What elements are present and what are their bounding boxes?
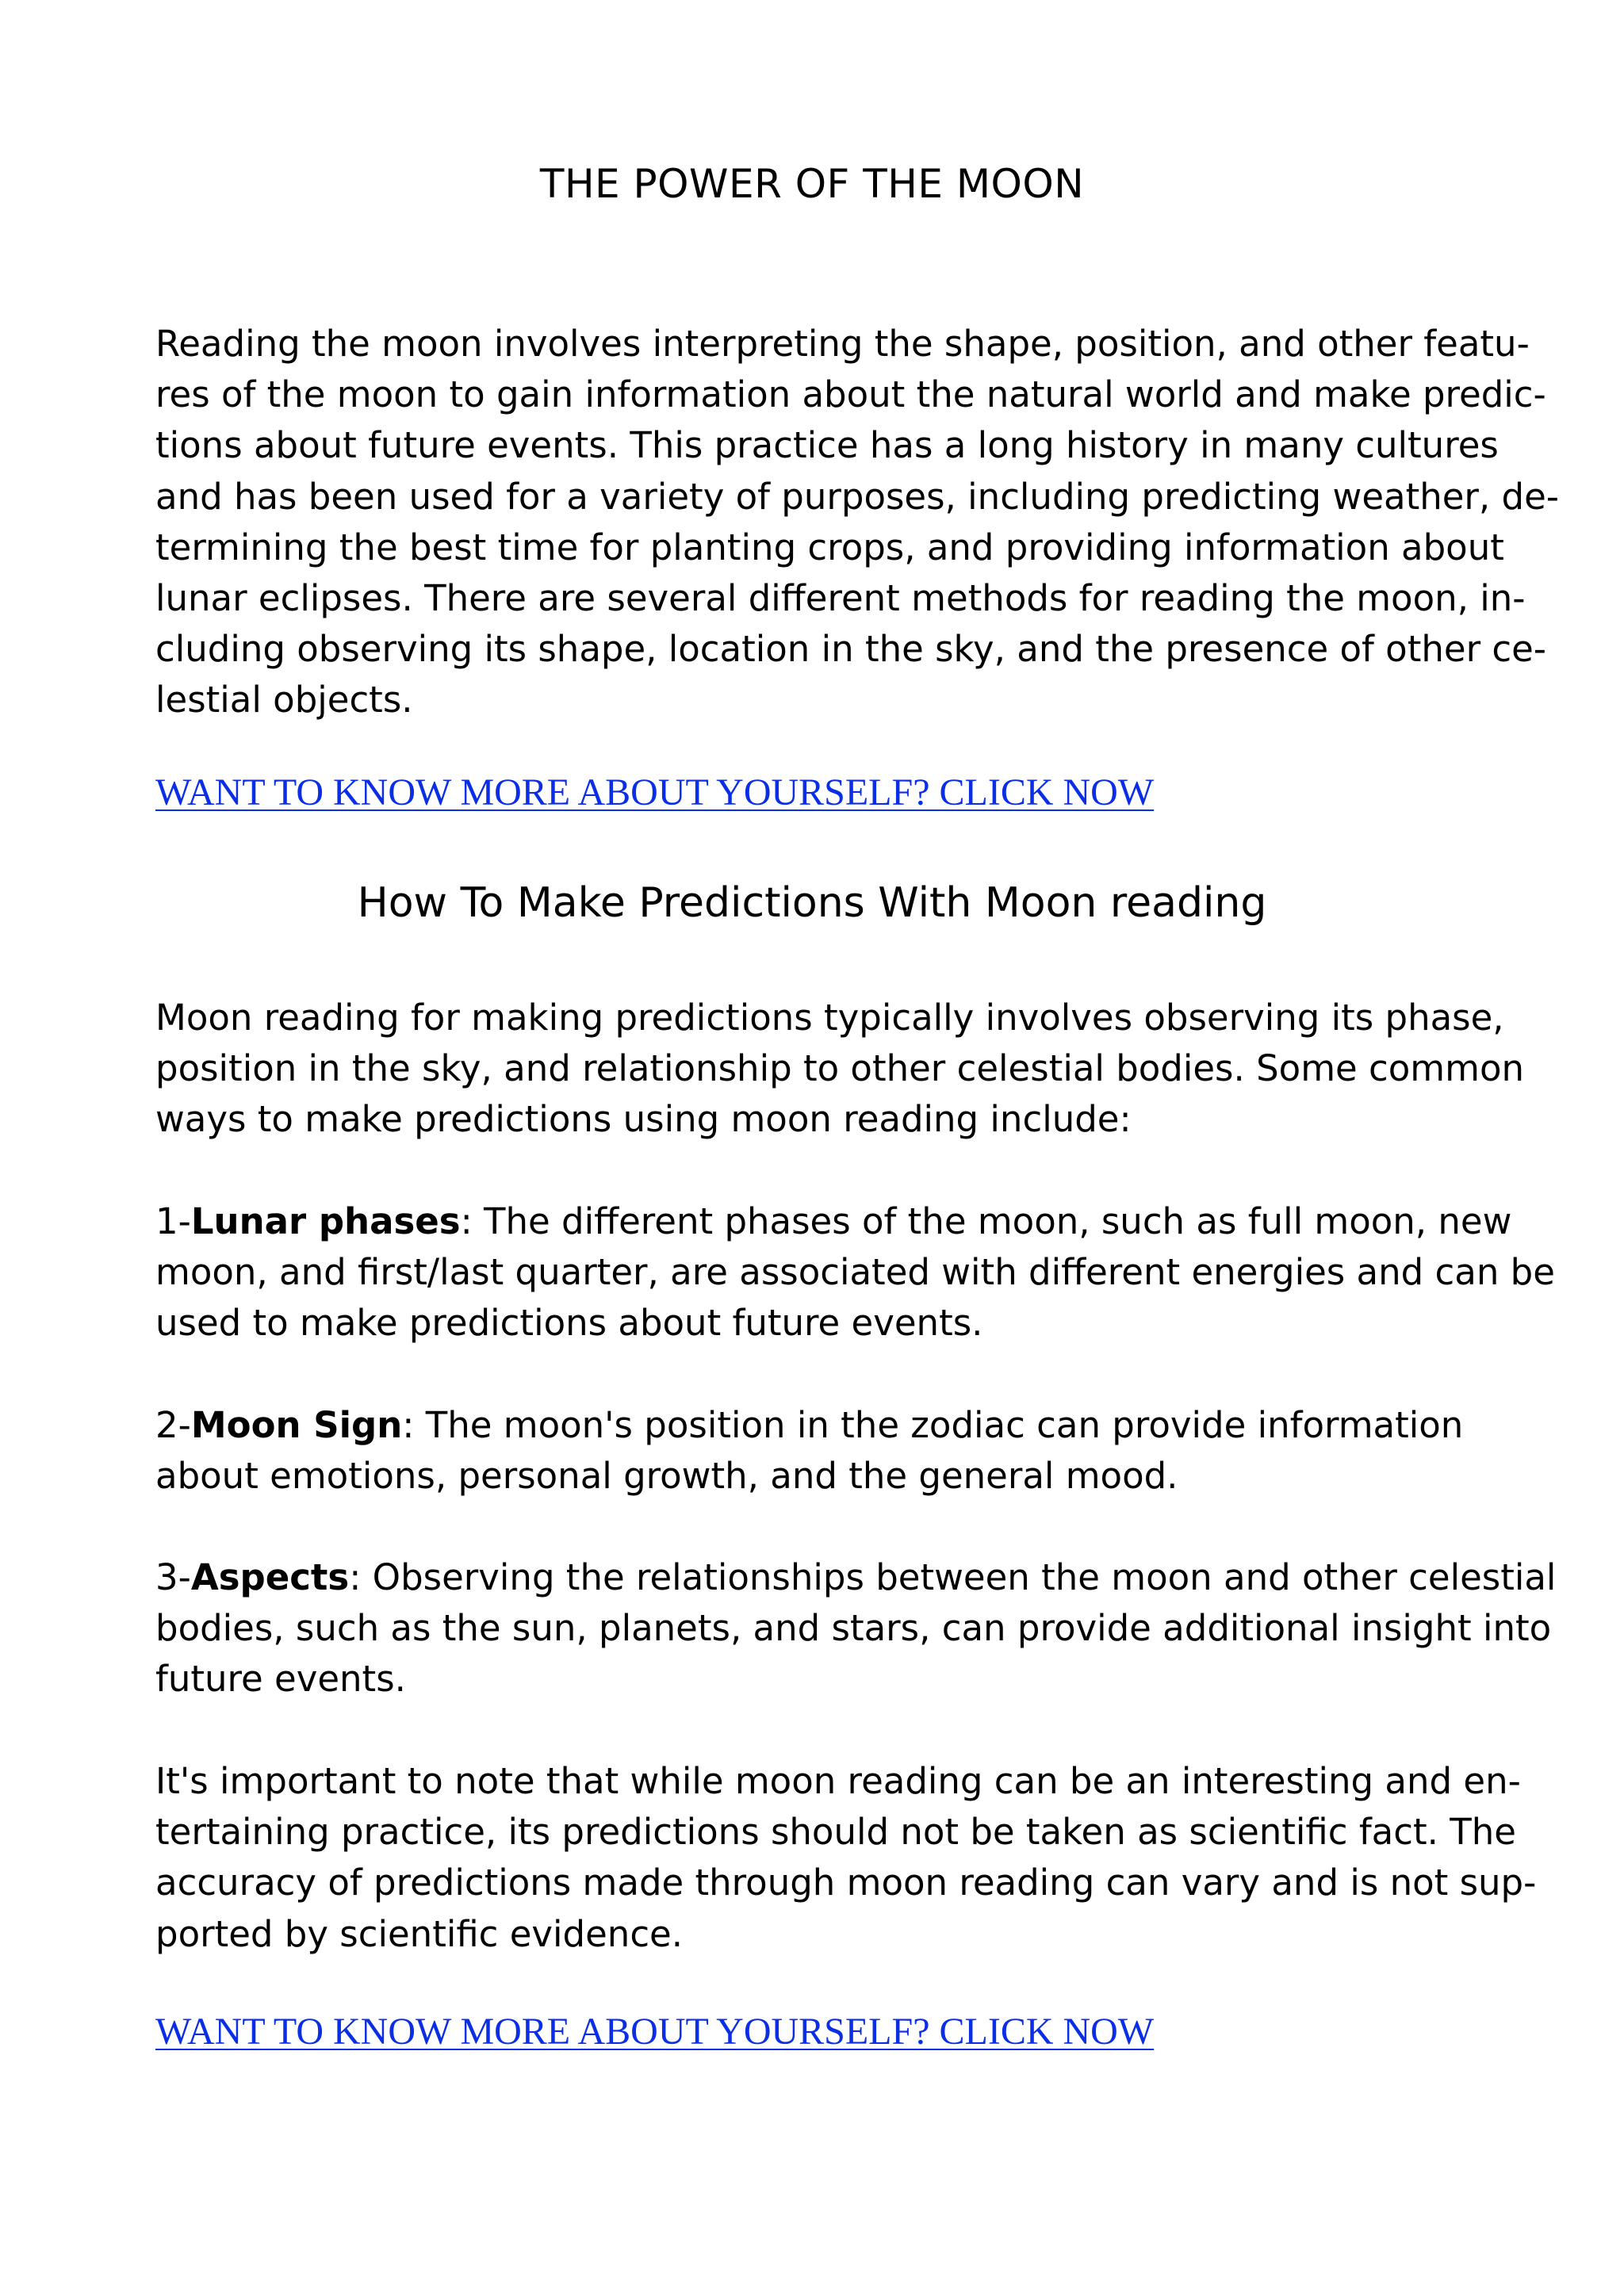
list-item-line: future events. [155,1658,406,1701]
intro-line: and has been used for a variety of purposes, including predicting weather, de- [155,475,1560,518]
list-item-number: 1- [155,1200,191,1242]
list-item-text: : The different phases of the moon, such as full moon, new [460,1200,1512,1242]
intro-line: lestial objects. [155,679,413,721]
list-item-term: Moon Sign [190,1404,403,1446]
list-item-term: Aspects [190,1556,350,1598]
list-item-text: : The moon's position in the zodiac can provide information [402,1404,1464,1446]
cta-link-bottom[interactable]: WANT TO KNOW MORE ABOUT YOURSELF? CLICK NOW [155,2011,1155,2053]
list-item-line: about emotions, personal growth, and the general mood. [155,1455,1178,1498]
intro-line: res of the moon to gain information about the natural world and make predic- [155,373,1546,416]
closing-paragraph [155,1756,1537,1960]
list-item-aspects [155,1552,1557,1705]
list-item-term: Lunar phases [190,1200,461,1242]
list-item-lunar-phases [155,1196,1555,1349]
list-item-text: : Observing the relationships between the moon and other celestial [349,1556,1557,1598]
closing-line: ported by scientific evidence. [155,1912,684,1955]
section-intro-line: Moon reading for making predictions typically involves observing its phase, [155,997,1504,1039]
closing-line: tertaining practice, its predictions should not be taken as scientific fact. The [155,1811,1516,1854]
list-item-line: moon, and first/last quarter, are associated with different energies and can be [155,1251,1555,1294]
closing-line: It's important to note that while moon reading can be an interesting and en- [155,1760,1521,1802]
list-item-number: 3- [155,1556,191,1598]
list-item-number: 2- [155,1404,191,1446]
intro-line: cluding observing its shape, location in the sky, and the presence of other ce- [155,628,1547,671]
section-heading: How To Make Predictions With Moon reading [357,879,1267,927]
cta-link-top[interactable]: WANT TO KNOW MORE ABOUT YOURSELF? CLICK NOW [155,771,1155,813]
intro-line: lunar eclipses. There are several different methods for reading the moon, in- [155,577,1526,620]
closing-line: accuracy of predictions made through moon reading can vary and is not sup- [155,1862,1537,1904]
list-item-line: bodies, such as the sun, planets, and stars, can provide additional insight into [155,1607,1552,1650]
intro-line: tions about future events. This practice has a long history in many cultures [155,424,1499,467]
section-intro-line: position in the sky, and relationship to other celestial bodies. Some common [155,1047,1525,1090]
list-item-line: used to make predictions about future events. [155,1302,983,1345]
page-title: THE POWER OF THE MOON [539,161,1085,207]
section-intro-line: ways to make predictions using moon reading include: [155,1098,1132,1141]
section-intro-paragraph [155,993,1525,1146]
list-item-moon-sign [155,1400,1488,1502]
intro-line: termining the best time for planting crops, and providing information about [155,526,1504,568]
list-item-first-line [155,1400,1488,1451]
intro-paragraph [155,319,1560,726]
intro-line: Reading the moon involves interpreting the shape, position, and other featu- [155,323,1530,365]
list-item-first-line [155,1552,1557,1603]
list-item-first-line [155,1196,1512,1247]
